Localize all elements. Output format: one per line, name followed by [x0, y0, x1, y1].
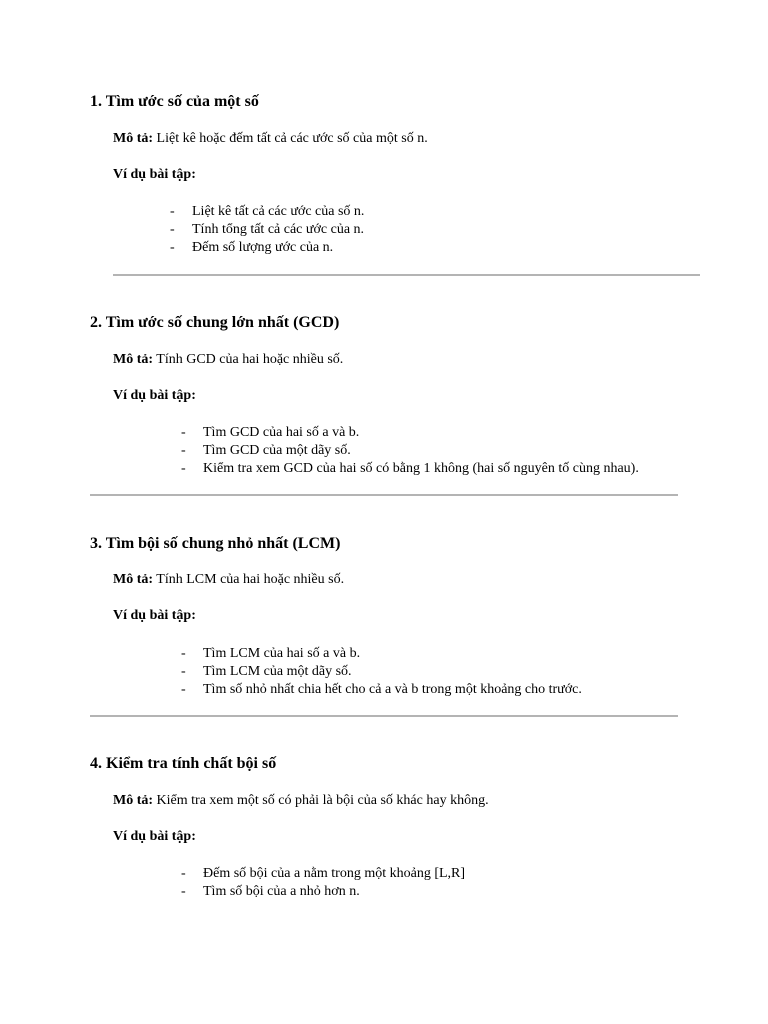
section-1-description: [113, 131, 428, 147]
section-4-examples-label: Ví dụ bài tập:: [113, 829, 196, 844]
dash-bullet: -: [170, 240, 175, 255]
section-divider: [90, 494, 678, 496]
dash-bullet: -: [181, 884, 186, 899]
dash-bullet: -: [181, 646, 186, 661]
section-2-description: [113, 352, 343, 368]
dash-bullet: -: [181, 682, 186, 697]
section-3-examples-label: Ví dụ bài tập:: [113, 608, 196, 623]
dash-bullet: -: [181, 443, 186, 458]
section-3-title: 3. Tìm bội số chung nhỏ nhất (LCM): [90, 535, 341, 552]
description-label: Mô tả:: [113, 572, 154, 587]
description-text: Liệt kê hoặc đếm tất cả các ước số của một số n.: [156, 131, 428, 146]
dash-bullet: -: [170, 204, 175, 219]
section-4-title: 4. Kiểm tra tính chất bội số: [90, 755, 277, 772]
section-2-examples-label: Ví dụ bài tập:: [113, 388, 196, 403]
description-label: Mô tả:: [113, 131, 154, 146]
section-1-title: 1. Tìm ước số của một số: [90, 93, 259, 110]
section-2-title: 2. Tìm ước số chung lớn nhất (GCD): [90, 314, 340, 331]
dash-bullet: -: [181, 461, 186, 476]
description-label: Mô tả:: [113, 352, 154, 367]
dash-bullet: -: [181, 664, 186, 679]
section-3-description: [113, 572, 344, 588]
section-1-examples-label: Ví dụ bài tập:: [113, 167, 196, 182]
dash-bullet: -: [181, 425, 186, 440]
section-divider: [113, 274, 700, 276]
description-text: Kiểm tra xem một số có phải là bội của số khác hay không.: [156, 793, 489, 808]
description-text: Tính LCM của hai hoặc nhiều số.: [156, 572, 345, 587]
dash-bullet: -: [170, 222, 175, 237]
description-text: Tính GCD của hai hoặc nhiều số.: [156, 352, 344, 367]
description-label: Mô tả:: [113, 793, 154, 808]
dash-bullet: -: [181, 866, 186, 881]
section-4-description: [113, 793, 489, 809]
section-divider: [90, 715, 678, 717]
